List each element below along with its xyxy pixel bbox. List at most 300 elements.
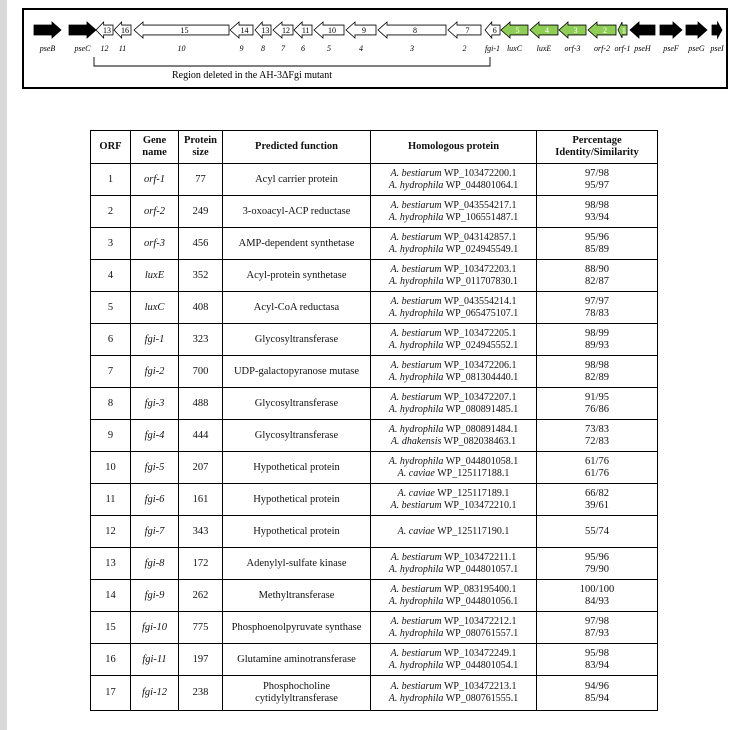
gene-name-label: pseG bbox=[688, 44, 705, 53]
accession-number: WP_103472207.1 bbox=[441, 391, 517, 403]
species-name: A. caviae bbox=[397, 467, 435, 479]
protein-size-cell: 238 bbox=[179, 676, 223, 711]
protein-size-cell: 700 bbox=[179, 356, 223, 388]
accession-number: WP_103472213.1 bbox=[441, 681, 517, 692]
accession-number: WP_080761555.1 bbox=[443, 693, 519, 704]
percentage-cell bbox=[537, 676, 658, 711]
orf-cell: 14 bbox=[91, 580, 131, 612]
accession-number: WP_043554214.1 bbox=[441, 295, 517, 307]
gene-name-label: luxC bbox=[506, 44, 523, 53]
percentage-cell bbox=[537, 420, 658, 452]
predicted-function-cell: AMP-dependent synthetase bbox=[223, 228, 371, 260]
percentage-cell bbox=[537, 228, 658, 260]
accession-number: WP_125117190.1 bbox=[434, 525, 510, 537]
gene-name-cell: fgi-8 bbox=[131, 548, 179, 580]
header-orf: ORF bbox=[91, 131, 131, 164]
protein-size-cell: 456 bbox=[179, 228, 223, 260]
species-name: A. hydrophila bbox=[388, 307, 444, 319]
homologous-protein-cell bbox=[371, 324, 537, 356]
species-name: A. bestiarum bbox=[390, 583, 442, 595]
gene-number-label: 2 bbox=[603, 26, 607, 35]
table-row bbox=[91, 164, 658, 196]
species-name: A. bestiarum bbox=[390, 551, 442, 563]
gene-map bbox=[24, 10, 726, 87]
predicted-function-cell: Hypothetical protein bbox=[223, 452, 371, 484]
species-name: A. hydrophila bbox=[388, 339, 444, 351]
homologous-protein-cell bbox=[371, 580, 537, 612]
percentage-value: 95/98 bbox=[585, 647, 609, 659]
homolog-line bbox=[373, 328, 534, 340]
species-name: A. bestiarum bbox=[390, 167, 442, 179]
table-row bbox=[91, 324, 658, 356]
species-name: A. bestiarum bbox=[390, 499, 442, 511]
percentage-value: 89/93 bbox=[585, 339, 609, 351]
homologous-protein-cell bbox=[371, 164, 537, 196]
species-name: A. hydrophila bbox=[388, 243, 444, 255]
homolog-line bbox=[373, 436, 534, 448]
homolog-line bbox=[373, 212, 534, 224]
orf-cell: 16 bbox=[91, 644, 131, 676]
percentage-value: 72/83 bbox=[585, 435, 609, 447]
gene-number-label: 8 bbox=[413, 26, 417, 35]
gene-name-label: 12 bbox=[100, 44, 109, 53]
gene-name-label: 11 bbox=[118, 44, 127, 53]
protein-size-cell: 172 bbox=[179, 548, 223, 580]
gene-name-label: 6 bbox=[301, 44, 305, 53]
gene-name-cell: luxE bbox=[131, 260, 179, 292]
accession-number: WP_024945549.1 bbox=[443, 243, 519, 255]
accession-number: WP_103472200.1 bbox=[441, 167, 517, 179]
gene-name-label: luxE bbox=[536, 44, 552, 53]
orf-cell: 4 bbox=[91, 260, 131, 292]
accession-number: WP_065475107.1 bbox=[443, 307, 519, 319]
homolog-line bbox=[373, 296, 534, 308]
gene-name-cell: fgi-2 bbox=[131, 356, 179, 388]
percentage-value: 97/98 bbox=[585, 615, 609, 627]
homologous-protein-cell bbox=[371, 388, 537, 420]
percentage-value: 88/90 bbox=[585, 263, 609, 275]
homolog-line bbox=[373, 200, 534, 212]
accession-number: WP_082038463.1 bbox=[441, 435, 517, 447]
orf-cell: 11 bbox=[91, 484, 131, 516]
percentage-value: 55/74 bbox=[585, 525, 609, 537]
gene-name-label: 4 bbox=[359, 44, 363, 53]
gene-arrow-pseF bbox=[660, 22, 682, 38]
protein-size-cell: 262 bbox=[179, 580, 223, 612]
percentage-value: 97/97 bbox=[585, 295, 609, 307]
percentage-value: 85/89 bbox=[585, 243, 609, 255]
accession-number: WP_106551487.1 bbox=[443, 211, 519, 223]
species-name: A. hydrophila bbox=[388, 563, 444, 575]
homologous-protein-cell bbox=[371, 260, 537, 292]
predicted-function-cell: Glycosyltransferase bbox=[223, 388, 371, 420]
gene-arrow-pseH bbox=[630, 22, 655, 38]
percentage-value: 85/94 bbox=[585, 693, 609, 704]
species-name: A. caviae bbox=[397, 487, 435, 499]
species-name: A. bestiarum bbox=[390, 359, 442, 371]
gene-arrow-luxE bbox=[530, 22, 558, 38]
gene-name-cell: fgi-4 bbox=[131, 420, 179, 452]
accession-number: WP_044801058.1 bbox=[443, 455, 519, 467]
orf-table bbox=[90, 130, 658, 711]
gene-name-label: pseF bbox=[663, 44, 679, 53]
predicted-function-cell: Adenylyl-sulfate kinase bbox=[223, 548, 371, 580]
homologous-protein-cell bbox=[371, 196, 537, 228]
percentage-value: 82/89 bbox=[585, 371, 609, 383]
percentage-cell bbox=[537, 388, 658, 420]
species-name: A. bestiarum bbox=[390, 391, 442, 403]
protein-size-cell: 488 bbox=[179, 388, 223, 420]
predicted-function-cell: Glutamine aminotransferase bbox=[223, 644, 371, 676]
table-header-row bbox=[91, 131, 658, 164]
table-row bbox=[91, 196, 658, 228]
predicted-function-cell: Glycosyltransferase bbox=[223, 420, 371, 452]
gene-arrow-pseC bbox=[69, 22, 96, 38]
homolog-line bbox=[373, 276, 534, 288]
homologous-protein-cell bbox=[371, 612, 537, 644]
predicted-function-cell: UDP-galactopyranose mutase bbox=[223, 356, 371, 388]
homolog-line bbox=[373, 564, 534, 576]
gene-arrow-orf-2 bbox=[588, 22, 616, 38]
homolog-line bbox=[373, 232, 534, 244]
table-row bbox=[91, 356, 658, 388]
gene-name-label: orf-1 bbox=[614, 44, 631, 53]
homologous-protein-cell bbox=[371, 292, 537, 324]
gene-name-label: orf-2 bbox=[594, 44, 610, 53]
predicted-function-cell: Phosphocholine cytidylyltransferase bbox=[223, 676, 371, 711]
percentage-value: 79/90 bbox=[585, 563, 609, 575]
gene-name-cell: fgi-6 bbox=[131, 484, 179, 516]
table-row bbox=[91, 420, 658, 452]
species-name: A. hydrophila bbox=[388, 179, 444, 191]
gene-number-label: 5 bbox=[515, 26, 520, 35]
homolog-line bbox=[373, 392, 534, 404]
table-body bbox=[91, 164, 658, 711]
percentage-value: 61/76 bbox=[585, 455, 609, 467]
predicted-function-cell: Methyltransferase bbox=[223, 580, 371, 612]
orf-cell: 3 bbox=[91, 228, 131, 260]
percentage-cell bbox=[537, 356, 658, 388]
species-name: A. bestiarum bbox=[390, 615, 442, 627]
predicted-function-cell: Hypothetical protein bbox=[223, 484, 371, 516]
table-row bbox=[91, 580, 658, 612]
gene-number-label: 10 bbox=[328, 26, 336, 35]
percentage-cell bbox=[537, 324, 658, 356]
percentage-value: 66/82 bbox=[585, 487, 609, 499]
table-row bbox=[91, 260, 658, 292]
percentage-cell bbox=[537, 612, 658, 644]
homologous-protein-cell bbox=[371, 484, 537, 516]
homolog-line bbox=[373, 360, 534, 372]
homologous-protein-cell bbox=[371, 516, 537, 548]
gene-name-label: pseH bbox=[634, 44, 651, 53]
homolog-line bbox=[373, 628, 534, 640]
percentage-cell bbox=[537, 260, 658, 292]
accession-number: WP_083195400.1 bbox=[441, 583, 517, 595]
accession-number: WP_043142857.1 bbox=[441, 231, 517, 243]
gene-arrow-luxC bbox=[501, 22, 528, 38]
species-name: A. hydrophila bbox=[388, 659, 444, 671]
gene-name-label: 10 bbox=[177, 44, 186, 53]
species-name: A. hydrophila bbox=[388, 403, 444, 415]
accession-number: WP_103472203.1 bbox=[441, 263, 517, 275]
homolog-line bbox=[373, 168, 534, 180]
homologous-protein-cell bbox=[371, 356, 537, 388]
predicted-function-cell: Acyl carrier protein bbox=[223, 164, 371, 196]
percentage-value: 98/98 bbox=[585, 359, 609, 371]
accession-number: WP_080891484.1 bbox=[443, 423, 519, 435]
gene-number-label: 3 bbox=[573, 26, 578, 35]
percentage-value: 84/93 bbox=[585, 595, 609, 607]
homolog-line bbox=[373, 693, 534, 705]
orf-cell: 6 bbox=[91, 324, 131, 356]
homolog-line bbox=[373, 552, 534, 564]
species-name: A. bestiarum bbox=[390, 681, 442, 692]
gene-arrow-pseB bbox=[34, 22, 61, 38]
gene-cluster-figure bbox=[22, 8, 728, 89]
homolog-line bbox=[373, 660, 534, 672]
percentage-value: 61/76 bbox=[585, 467, 609, 479]
gene-number-label: 7 bbox=[465, 26, 470, 35]
homolog-line bbox=[373, 404, 534, 416]
protein-size-cell: 249 bbox=[179, 196, 223, 228]
page-edge bbox=[0, 0, 7, 730]
homologous-protein-cell bbox=[371, 452, 537, 484]
protein-size-cell: 161 bbox=[179, 484, 223, 516]
gene-name-label: 2 bbox=[462, 44, 467, 53]
gene-name-cell: fgi-12 bbox=[131, 676, 179, 711]
percentage-value: 95/96 bbox=[585, 551, 609, 563]
protein-size-cell: 323 bbox=[179, 324, 223, 356]
protein-size-cell: 352 bbox=[179, 260, 223, 292]
gene-name-label: 9 bbox=[239, 44, 244, 53]
accession-number: WP_024945552.1 bbox=[443, 339, 519, 351]
gene-name-cell: fgi-11 bbox=[131, 644, 179, 676]
homologous-protein-cell bbox=[371, 644, 537, 676]
percentage-value: 76/86 bbox=[585, 403, 609, 415]
accession-number: WP_044801056.1 bbox=[443, 595, 519, 607]
gene-name-cell: fgi-7 bbox=[131, 516, 179, 548]
predicted-function-cell: Acyl-protein synthetase bbox=[223, 260, 371, 292]
percentage-value: 73/83 bbox=[585, 423, 609, 435]
percentage-cell bbox=[537, 196, 658, 228]
orf-cell: 15 bbox=[91, 612, 131, 644]
gene-name-cell: fgi-9 bbox=[131, 580, 179, 612]
percentage-value: 98/98 bbox=[585, 199, 609, 211]
orf-cell: 7 bbox=[91, 356, 131, 388]
species-name: A. hydrophila bbox=[388, 455, 444, 467]
homolog-line bbox=[373, 308, 534, 320]
homologous-protein-cell bbox=[371, 548, 537, 580]
species-name: A. bestiarum bbox=[390, 263, 442, 275]
predicted-function-cell: Phosphoenolpyruvate synthase bbox=[223, 612, 371, 644]
homolog-line bbox=[373, 681, 534, 693]
species-name: A. hydrophila bbox=[388, 371, 444, 383]
gene-name-label: pseB bbox=[39, 44, 56, 53]
gene-name-cell: fgi-3 bbox=[131, 388, 179, 420]
orf-cell: 12 bbox=[91, 516, 131, 548]
gene-arrow-2 bbox=[448, 22, 481, 38]
species-name: A. bestiarum bbox=[390, 231, 442, 243]
table-row bbox=[91, 452, 658, 484]
table-row bbox=[91, 228, 658, 260]
homolog-line bbox=[373, 616, 534, 628]
percentage-cell bbox=[537, 164, 658, 196]
orf-cell: 10 bbox=[91, 452, 131, 484]
table-row bbox=[91, 548, 658, 580]
accession-number: WP_125117189.1 bbox=[434, 487, 510, 499]
species-name: A. hydrophila bbox=[388, 627, 444, 639]
species-name: A. caviae bbox=[397, 525, 435, 537]
protein-size-cell: 408 bbox=[179, 292, 223, 324]
gene-name-label: 7 bbox=[281, 44, 285, 53]
percentage-value: 93/94 bbox=[585, 211, 609, 223]
homolog-line bbox=[373, 526, 534, 538]
percentage-cell bbox=[537, 580, 658, 612]
accession-number: WP_103472249.1 bbox=[441, 647, 517, 659]
predicted-function-cell: 3-oxoacyl-ACP reductase bbox=[223, 196, 371, 228]
table-row bbox=[91, 612, 658, 644]
gene-name-cell: orf-2 bbox=[131, 196, 179, 228]
protein-size-cell: 207 bbox=[179, 452, 223, 484]
accession-number: WP_080761557.1 bbox=[443, 627, 519, 639]
homolog-line bbox=[373, 244, 534, 256]
protein-size-cell: 197 bbox=[179, 644, 223, 676]
protein-size-cell: 343 bbox=[179, 516, 223, 548]
gene-number-label: 11 bbox=[301, 26, 310, 35]
gene-number-label: 13 bbox=[261, 26, 270, 35]
homolog-line bbox=[373, 340, 534, 352]
header-percentage: Percentage Identity/Similarity bbox=[537, 131, 658, 164]
gene-arrow-4 bbox=[346, 22, 376, 38]
percentage-value: 97/98 bbox=[585, 167, 609, 179]
orf-cell: 1 bbox=[91, 164, 131, 196]
gene-number-label: 16 bbox=[121, 26, 130, 35]
accession-number: WP_044801057.1 bbox=[443, 563, 519, 575]
accession-number: WP_125117188.1 bbox=[434, 467, 510, 479]
accession-number: WP_103472212.1 bbox=[441, 615, 517, 627]
accession-number: WP_103472205.1 bbox=[441, 327, 517, 339]
species-name: A. hydrophila bbox=[388, 595, 444, 607]
header-predicted-function: Predicted function bbox=[223, 131, 371, 164]
homolog-line bbox=[373, 488, 534, 500]
accession-number: WP_103472210.1 bbox=[441, 499, 517, 511]
percentage-value: 98/99 bbox=[585, 327, 609, 339]
homolog-line bbox=[373, 500, 534, 512]
header-protein-size: Protein size bbox=[179, 131, 223, 164]
homolog-line bbox=[373, 596, 534, 608]
protein-size-cell: 77 bbox=[179, 164, 223, 196]
homolog-line bbox=[373, 584, 534, 596]
predicted-function-cell: Acyl-CoA reductasa bbox=[223, 292, 371, 324]
gene-name-cell: fgi-10 bbox=[131, 612, 179, 644]
accession-number: WP_103472211.1 bbox=[441, 551, 517, 563]
species-name: A. hydrophila bbox=[388, 211, 444, 223]
gene-number-label: 14 bbox=[240, 26, 249, 35]
protein-size-cell: 775 bbox=[179, 612, 223, 644]
percentage-cell bbox=[537, 548, 658, 580]
table-row bbox=[91, 644, 658, 676]
accession-number: WP_044801054.1 bbox=[443, 659, 519, 671]
species-name: A. hydrophila bbox=[388, 693, 444, 704]
gene-name-label: 8 bbox=[261, 44, 265, 53]
homologous-protein-cell bbox=[371, 228, 537, 260]
species-name: A. bestiarum bbox=[390, 295, 442, 307]
accession-number: WP_011707830.1 bbox=[443, 275, 519, 287]
gene-name-cell: luxC bbox=[131, 292, 179, 324]
homolog-line bbox=[373, 180, 534, 192]
orf-cell: 2 bbox=[91, 196, 131, 228]
orf-cell: 9 bbox=[91, 420, 131, 452]
gene-name-cell: orf-1 bbox=[131, 164, 179, 196]
gene-name-cell: fgi-1 bbox=[131, 324, 179, 356]
accession-number: WP_081304440.1 bbox=[443, 371, 519, 383]
percentage-value: 100/100 bbox=[579, 583, 615, 595]
homolog-line bbox=[373, 372, 534, 384]
percentage-value: 94/96 bbox=[585, 681, 609, 692]
percentage-value: 39/61 bbox=[585, 499, 609, 511]
gene-arrow-3 bbox=[378, 22, 446, 38]
percentage-value: 91/95 bbox=[585, 391, 609, 403]
table-row bbox=[91, 516, 658, 548]
gene-arrow-pseI bbox=[712, 22, 722, 38]
species-name: A. dhakensis bbox=[390, 435, 442, 447]
homolog-line bbox=[373, 648, 534, 660]
percentage-value: 82/87 bbox=[585, 275, 609, 287]
gene-number-label: 6 bbox=[492, 26, 497, 35]
homologous-protein-cell bbox=[371, 420, 537, 452]
orf-cell: 17 bbox=[91, 676, 131, 711]
orf-cell: 13 bbox=[91, 548, 131, 580]
gene-number-label: 12 bbox=[282, 26, 290, 35]
region-deleted-label: Region deleted in the AH-3ΔFgi mutant bbox=[171, 70, 333, 81]
protein-size-cell: 444 bbox=[179, 420, 223, 452]
percentage-cell bbox=[537, 292, 658, 324]
species-name: A. bestiarum bbox=[390, 327, 442, 339]
percentage-value: 95/97 bbox=[585, 179, 609, 191]
accession-number: WP_080891485.1 bbox=[443, 403, 519, 415]
gene-name-label: 5 bbox=[327, 44, 331, 53]
orf-cell: 8 bbox=[91, 388, 131, 420]
percentage-value: 87/93 bbox=[585, 627, 609, 639]
table-row bbox=[91, 292, 658, 324]
gene-name-label: pseC bbox=[74, 44, 91, 53]
percentage-value: 95/96 bbox=[585, 231, 609, 243]
table-row bbox=[91, 676, 658, 711]
percentage-cell bbox=[537, 484, 658, 516]
predicted-function-cell: Glycosyltransferase bbox=[223, 324, 371, 356]
percentage-value: 78/83 bbox=[585, 307, 609, 319]
gene-arrow-orf-3 bbox=[559, 22, 586, 38]
gene-name-cell: fgi-5 bbox=[131, 452, 179, 484]
table-row bbox=[91, 388, 658, 420]
gene-number-label: 4 bbox=[545, 26, 549, 35]
percentage-cell bbox=[537, 516, 658, 548]
accession-number: WP_103472206.1 bbox=[441, 359, 517, 371]
percentage-cell bbox=[537, 644, 658, 676]
homolog-line bbox=[373, 264, 534, 276]
header-gene-name: Gene name bbox=[131, 131, 179, 164]
homolog-line bbox=[373, 424, 534, 436]
species-name: A. bestiarum bbox=[390, 199, 442, 211]
gene-name-label: orf-3 bbox=[564, 44, 581, 53]
predicted-function-cell: Hypothetical protein bbox=[223, 516, 371, 548]
gene-name-label: pseI bbox=[710, 44, 724, 53]
gene-number-label: 13 bbox=[103, 26, 112, 35]
gene-number-label: 1 bbox=[621, 26, 626, 35]
homolog-line bbox=[373, 468, 534, 480]
percentage-cell bbox=[537, 452, 658, 484]
